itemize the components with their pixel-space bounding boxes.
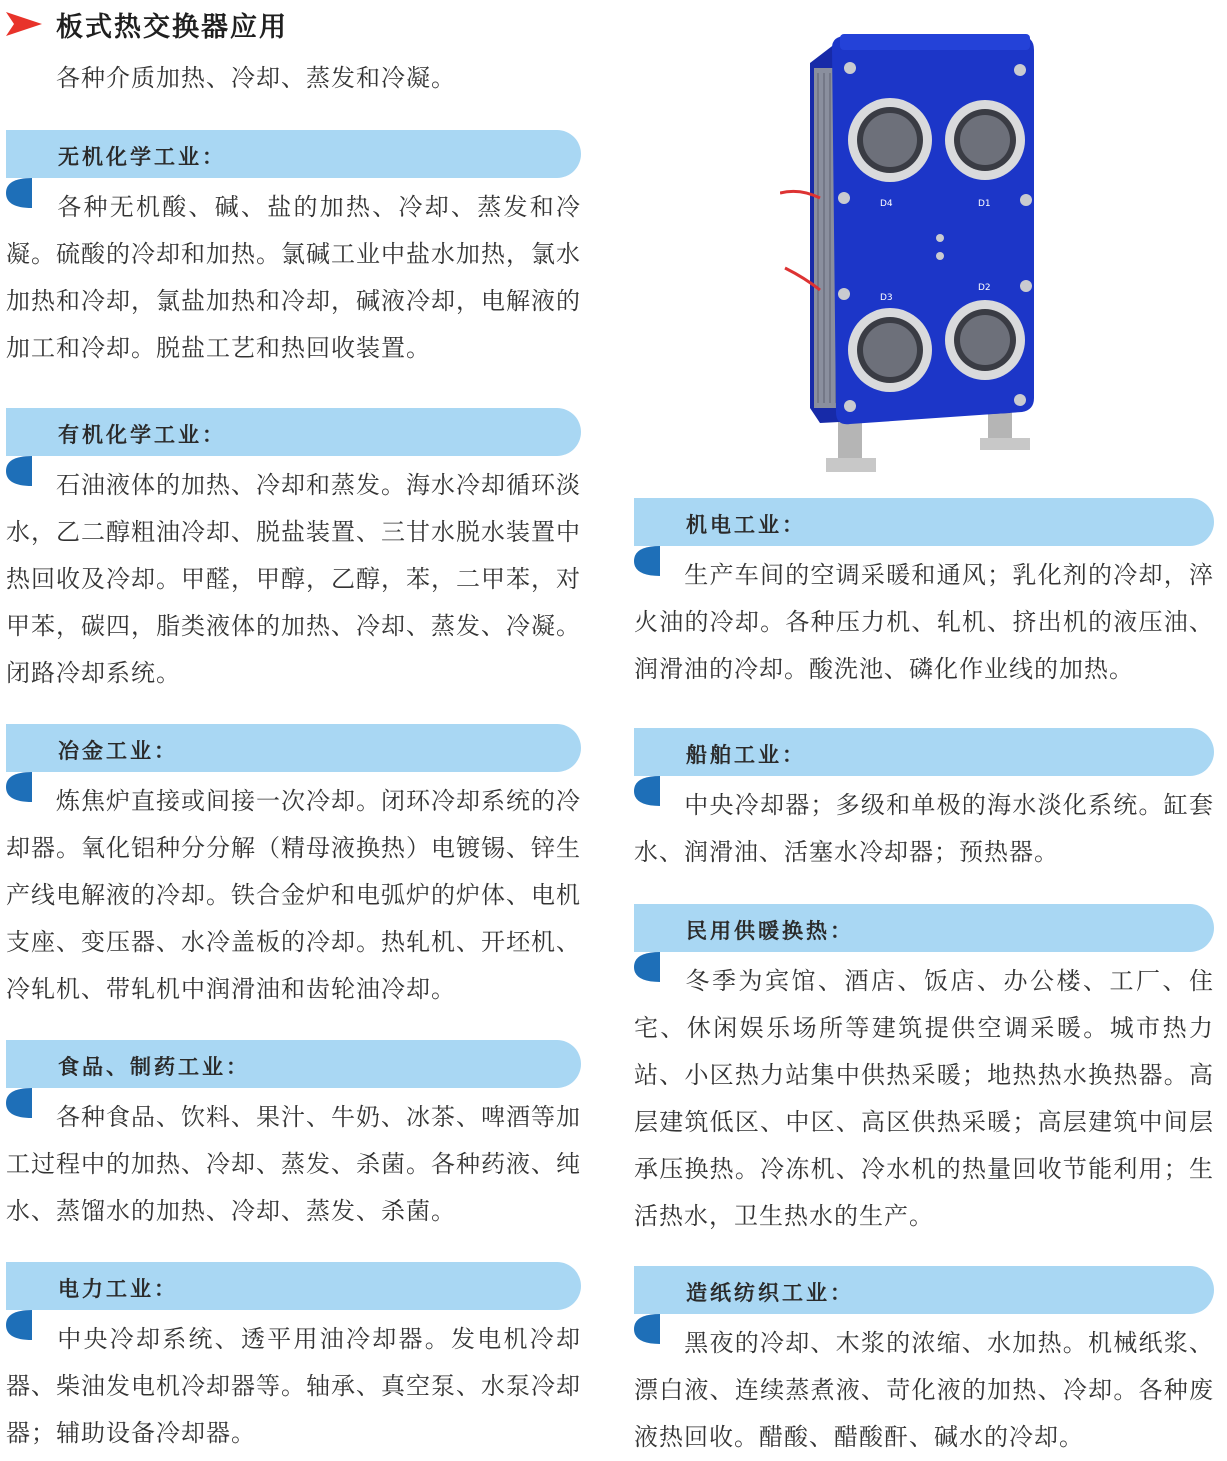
section-header [6,1040,581,1088]
section-shipbuilding [634,728,1214,876]
section-tab-icon [6,1088,32,1118]
intro-text: 各种介质加热、冷却、蒸发和冷凝。 [56,64,456,92]
section-tab-icon [6,456,32,486]
section-paper-textile [634,1266,1214,1461]
section-header [6,130,581,178]
section-tab-icon [634,952,660,982]
port-d2 [945,300,1025,380]
left-foot [826,458,876,472]
section-tab-icon [6,772,32,802]
section-title: 造纸纺织工业： [686,1281,854,1305]
section-title: 冶金工业： [58,739,178,763]
section-header [6,724,581,772]
section-title: 民用供暖换热： [686,919,854,943]
port-d4 [848,98,932,182]
plate-heat-exchanger-image [780,28,1050,488]
section-body: 石油液体的加热、冷却和蒸发。海水冷却循环淡水，乙二醇粗油冷却、脱盐装置、三甘水脱水装置中热回收及冷却。甲醛，甲醇，乙醇，苯，二甲苯，对甲苯，碳四，脂类液体的加热、冷却、蒸发、冷凝。闭路冷却系统。 [6,471,581,687]
section-title: 机电工业： [686,513,806,537]
section-header [634,1266,1214,1314]
section-tab-icon [6,178,32,208]
section-body: 生产车间的空调采暖和通风；乳化剂的冷却，淬火油的冷却。各种压力机、轧机、挤出机的液压油、润滑油的冷却。酸洗池、磷化作业线的加热。 [634,561,1214,683]
section-tab-icon [634,546,660,576]
section-civil-heating [634,904,1214,1240]
section-title: 食品、制药工业： [58,1055,250,1079]
port-label: D3 [880,293,893,303]
section-header [634,498,1214,546]
page-title: 板式热交换器应用 [56,11,288,43]
section-power [6,1262,581,1457]
section-body: 中央冷却器；多级和单极的海水淡化系统。缸套水、润滑油、活塞水冷却器；预热器。 [634,791,1214,866]
section-tab-icon [634,776,660,806]
section-tab-icon [6,1310,32,1340]
section-organic-chemical [6,408,581,697]
right-foot [980,438,1030,450]
section-body: 炼焦炉直接或间接一次冷却。闭环冷却系统的冷却器。氧化铝种分分解（精母液换热）电镀锡、锌生产线电解液的冷却。铁合金炉和电弧炉的炉体、电机支座、变压器、水冷盖板的冷却。热轧机、开坯机、冷轧机、带轧机中润滑油和齿轮油冷却。 [6,787,581,1003]
section-body: 中央冷却系统、透平用油冷却器。发电机冷却器、柴油发电机冷却器等。轴承、真空泵、水泵冷却器；辅助设备冷却器。 [6,1325,581,1447]
arrow-right-icon [4,9,44,39]
section-title: 船舶工业： [686,743,806,767]
section-electromechanical [634,498,1214,693]
section-tab-icon [634,1314,660,1344]
section-body: 各种无机酸、碱、盐的加热、冷却、蒸发和冷凝。硫酸的冷却和加热。氯碱工业中盐水加热，氯水加热和冷却，氯盐加热和冷却，碱液冷却，电解液的加工和冷却。脱盐工艺和热回收装置。 [6,193,581,362]
section-food-pharma [6,1040,581,1235]
section-title: 电力工业： [58,1277,178,1301]
section-header [634,728,1214,776]
page-header [4,6,288,42]
top-bar [840,34,1030,50]
section-body: 各种食品、饮料、果汁、牛奶、冰茶、啤酒等加工过程中的加热、冷却、蒸发、杀菌。各种药液、纯水、蒸馏水的加热、冷却、蒸发、杀菌。 [6,1103,581,1225]
section-body: 黑夜的冷却、木浆的浓缩、水加热。机械纸浆、漂白液、连续蒸煮液、苛化液的加热、冷却。各种废液热回收。醋酸、醋酸酐、碱水的冷却。 [634,1329,1214,1451]
port-label: D4 [880,199,893,209]
port-label: D1 [978,199,991,209]
section-inorganic-chemical [6,130,581,372]
section-body: 冬季为宾馆、酒店、饭店、办公楼、工厂、住宅、休闲娱乐场所等建筑提供空调采暖。城市热力站、小区热力站集中供热采暖；地热热水换热器。高层建筑低区、中区、高区供热采暖；高层建筑中间层承压换热。冷冻机、冷水机的热量回收节能利用；生活热水，卫生热水的生产。 [634,967,1214,1230]
section-header [634,904,1214,952]
section-header [6,1262,581,1310]
section-metallurgy [6,724,581,1013]
port-d1 [945,100,1025,180]
section-title: 无机化学工业： [58,145,226,169]
port-d3 [848,308,932,392]
section-title: 有机化学工业： [58,423,226,447]
port-label: D2 [978,283,991,293]
section-header [6,408,581,456]
